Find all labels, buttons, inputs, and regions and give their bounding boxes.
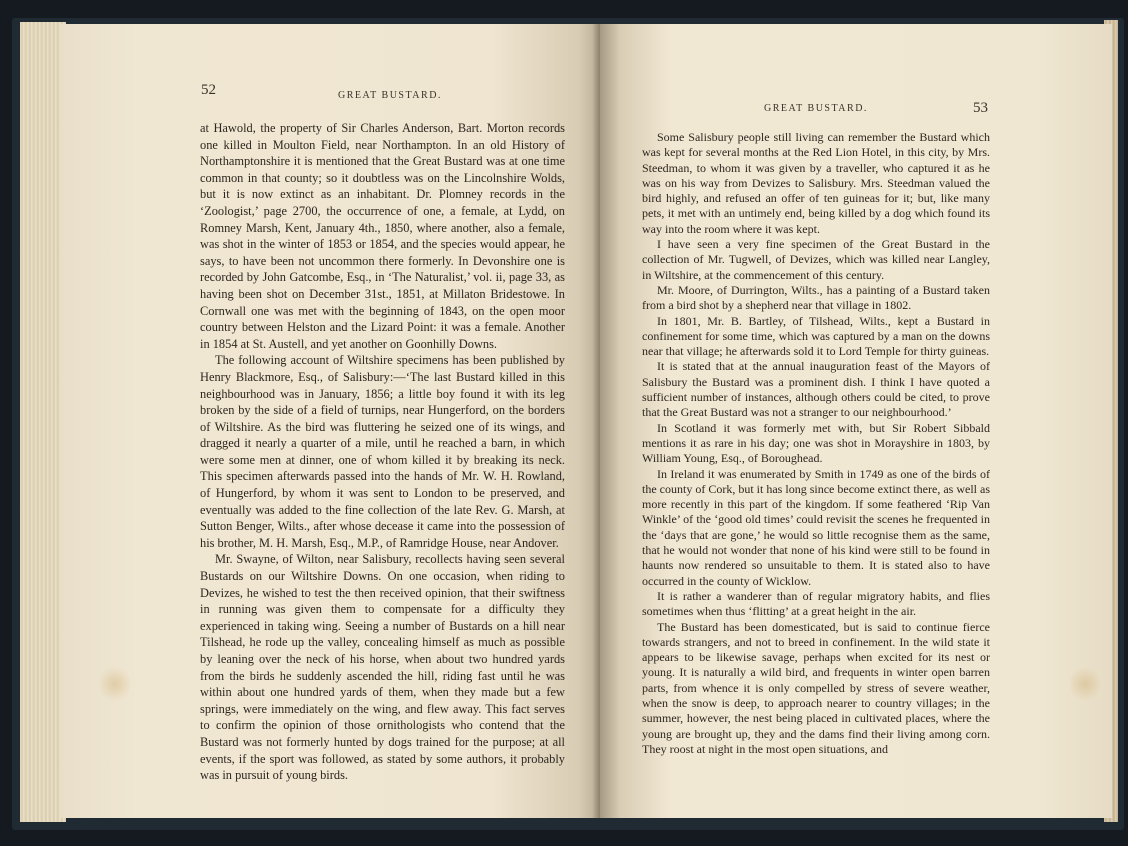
paragraph: Mr. Swayne, of Wilton, near Salisbury, recollects having seen several Bustards on our Wiltshire Downs. On one occasion, when riding to Devizes, he wished to test the then received opinion, that their swiftness in running was given them to compensate for a difficulty they experienced in taking wing. Seeing a number of Bustards on a hill near Tilshead, he rode up the valley, concealing himself as much as possible by leaning over the neck of his horse, when about two hundred yards from the birds he suddenly ascended the hill, riding fast until he was within about one hundred yards of them, when they made but a few springs, were immediately on the wing, and flew away. This fact serves to confirm the opinion of those ornithologists who contend that the Bustard was not formerly hunted by dogs trained for the purpose; at all events, if the sport was followed, as stated by some authors, it probably was in pursuit of young birds. xyxy=(200,552,565,783)
right-page-number: 53 xyxy=(973,100,988,116)
paragraph: In 1801, Mr. B. Bartley, of Tilshead, Wilts., kept a Bustard in confinement for some time, which was captured by a man on the downs near that village; he afterwards sold it to Lord Temple for thirty guineas. xyxy=(642,313,990,359)
paragraph: at Hawold, the property of Sir Charles Anderson, Bart. Morton records one killed in Moulton Field, near Northampton. In an old History of Northamptonshire it is mentioned that the Great Bustard was at one time common in that county; so it doubtless was on the Lincolnshire Wolds, but it is now extinct as an inhabitant. Dr. Plomney records in the ‘Zoologist,’ page 2700, the occurrence of one, a female, at Lydd, on Romney Marsh, Kent, January 4th., 1850, where another, also a female, was shot in the winter of 1853 or 1854, and the species would appear, he says, to have been not uncommon there formerly. In Devonshire one is recorded by John Gatcombe, Esq., in ‘The Naturalist,’ vol. ii, page 33, as having been shot on December 31st., 1851, at Millaton Bridestowe. In Cornwall one was met with the beginning of 1843, on the open moor country between Helston and the Lizard Point: it was a female. Another in 1854 at St. Austell, and yet another on Goonhilly Downs. xyxy=(200,121,565,351)
paragraph: It is stated that at the annual inauguration feast of the Mayors of Salisbury the Bustard was a prominent dish. I think I have quoted a sufficient number of instances, although others could be cited, to prove that the Great Bustard was not a stranger to our neighbourhood.’ xyxy=(642,359,990,420)
paper-stain xyxy=(1070,664,1100,704)
paper-stain xyxy=(100,664,130,704)
left-body-text xyxy=(200,120,565,784)
paragraph: The following account of Wiltshire specimens has been published by Henry Blackmore, Esq., of Salisbury:—‘The last Bustard killed in this neighbourhood was in January, 1856; a little boy found it with its leg broken by the side of a field of turnips, near Hungerford, on the borders of Wiltshire. As the bird was fluttering he seized one of its wings, and dragged it nearly a quarter of a mile, until he reached a barn, in which were some men at dinner, one of whom killed it by breaking its neck. This specimen afterwards passed into the hands of Mr. W. H. Rowland, of Hungerford, by whom it was sent to London to be preserved, and eventually was added to the fine collection of the late Rev. G. Marsh, at Sutton Benger, Wilts., after whose decease it came into the possession of his brother, M. H. Marsh, Esq., M.P., of Ramridge House, near Andover. xyxy=(200,353,565,550)
right-running-head: GREAT BUSTARD. xyxy=(764,103,868,114)
paragraph: I have seen a very fine specimen of the Great Bustard in the collection of Mr. Tugwell, of Devizes, which was killed near Langley, in Wiltshire, at the commencement of this century. xyxy=(642,237,990,282)
left-page xyxy=(60,24,600,818)
left-running-head: GREAT BUSTARD. xyxy=(338,90,442,101)
paragraph: The Bustard has been domesticated, but is said to continue fierce towards strangers, and not to breed in confinement. In the wild state it appears to be likewise savage, perhaps when excited for its nest or young. It is naturally a wild bird, and frequents in winter open barren parts, from whence it is only compelled by stress of severe weather, when the snow is deep, to approach nearer to country villages; in the summer, however, the nest being placed in cultivated places, where the young are brought up, they and the dams find their living among corn. They roost at night in the most open situations, and xyxy=(642,619,990,756)
paragraph: Mr. Moore, of Durrington, Wilts., has a painting of a Bustard taken from a bird shot by a shepherd near that village in 1802. xyxy=(642,282,990,313)
paragraph: Some Salisbury people still living can remember the Bustard which was kept for several months at the Red Lion Hotel, in this city, by Mrs. Steedman, to whom it was given by a traveller, who captured it as he was on his way from Devizes to Salisbury. Mrs. Steedman valued the bird highly, and refused an offer of ten guineas for it; but, like many pets, it met with an untimely end, being killed by a dog which found its way into the room where it was kept. xyxy=(642,130,990,236)
paragraph: In Scotland it was formerly met with, but Sir Robert Sibbald mentions it as rare in his day; one was shot in Morayshire in 1803, by William Young, Esq., of Boroughead. xyxy=(642,420,990,466)
paragraph: It is rather a wanderer than of regular migratory habits, and flies sometimes when thus ‘flitting’ at a great height in the air. xyxy=(642,588,990,619)
right-page xyxy=(600,24,1112,818)
right-body-text xyxy=(642,130,990,757)
left-page-number: 52 xyxy=(201,82,216,98)
paragraph: In Ireland it was enumerated by Smith in 1749 as one of the birds of the county of Cork, but it has long since become extinct there, as well as more recently in this part of the kingdom. If some feathered ‘Rip Van Winkle’ of the ‘good old times’ could revisit the scenes he frequented in the ‘days that are gone,’ he would so little recognise them as the same, that he would not wonder that none of his kind were still to be found in haunts now rendered so unsuitable to them. It is stated also to have occurred in the county of Wicklow. xyxy=(642,466,990,588)
